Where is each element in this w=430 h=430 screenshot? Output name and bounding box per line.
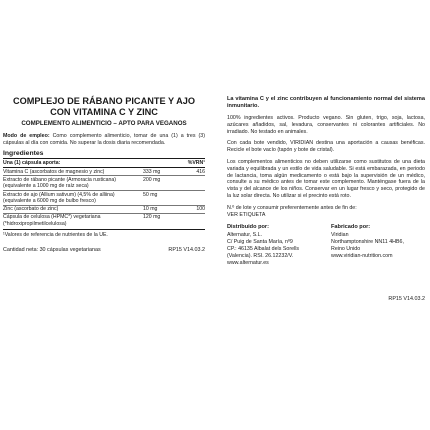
table-row — [3, 168, 205, 176]
batch-code: RP15 V14.03.2 — [388, 296, 425, 303]
company-info — [227, 224, 425, 302]
ingredients-heading: Ingredientes — [3, 150, 205, 159]
charity-statement: Con cada bote vendido, VIRIDIAN destina una aportación a causas benéficas. Recicle el bote vacío (tapón y bote de cristal). — [227, 140, 425, 154]
ingredient-nrv: 100 — [181, 205, 205, 213]
manufacturer-line: Reino Unido — [331, 245, 361, 252]
table-row — [3, 191, 205, 206]
table-row — [3, 176, 205, 191]
distributor-line: CP.: 46135 Albalat dels Sorells — [227, 245, 300, 252]
manufacturer-website: www.viridian-nutrition.com — [331, 253, 393, 260]
ingredients-statement: 100% ingredientes activos. Producto vegano. Sin gluten, trigo, soja, lactosa, azúcares añadidos, sal, levadura, conservantes ni colorantes artificiales. No irradiado. No testado en animales. — [227, 115, 425, 135]
usage-instructions — [3, 133, 205, 147]
manufacturer-line: Northamptonshire NN11 4HB6, — [331, 238, 404, 245]
table-header-row — [3, 159, 205, 168]
title-line-1: COMPLEJO DE RÁBANO PICANTE Y AJO — [12, 96, 196, 106]
ingredient-name: Extracto de ajo (Allium sativum) (4,5% de alliina) (equivalente a 6000 mg de bulbo fresco) — [3, 191, 143, 206]
left-column — [3, 96, 205, 254]
manufacturer-heading: Fabricado por: — [331, 224, 371, 231]
ingredient-amount: 200 mg — [143, 176, 181, 191]
manufacturer-block — [331, 224, 404, 260]
header-nrv: %VRN¹ — [181, 159, 205, 168]
distributor-heading: Distribuido por: — [227, 224, 269, 231]
ingredient-name: Zinc (ascorbato de zinc) — [3, 205, 143, 213]
manufacturer-line: Viridian — [331, 231, 349, 238]
nrv-footnote: ¹Valores de referencia de nutrientes de la UE. — [3, 231, 108, 238]
distributor-block — [227, 224, 299, 267]
usage-text: Como complemento alimenticio, tomar de una (1) a tres (3) cápsulas al día con comida. No superar la dosis diaria recomendada. — [3, 133, 205, 146]
product-subtitle: COMPLEMENTO ALIMENTICIO – APTO PARA VEGANOS — [21, 120, 187, 127]
right-column — [227, 96, 425, 302]
ingredient-name: Vitamina C (ascorbatos de magnesio y zinc) — [3, 168, 143, 176]
ingredient-name: Cápsula de celulosa (HPMC*) vegetariana (*hidroxipropilmetilcelulosa) — [3, 213, 143, 229]
table-row — [3, 213, 205, 229]
distributor-line: (Valencia). RSI. 26.12232/V. — [227, 253, 294, 260]
ingredient-nrv — [181, 213, 205, 229]
distributor-line: Alternatur, S.L. — [227, 231, 263, 238]
nutrition-table — [3, 159, 205, 230]
usage-label: Modo de empleo: — [3, 133, 50, 139]
ingredient-amount: 10 mg — [143, 205, 181, 213]
lot-note-text: N.º de lote y consumir preferentemente antes de fin de: — [227, 204, 357, 211]
header-serving: Una (1) cápsula aporta: — [3, 159, 143, 168]
distributor-line: C/ Puig de Santa María, nº9 — [227, 238, 293, 245]
header-amount — [143, 159, 181, 168]
ingredient-name: Extracto de rábano picante (Armoracia rusticana) (equivalente a 1000 mg de raíz seca) — [3, 176, 143, 191]
table-row — [3, 205, 205, 213]
warnings: Los complementos alimenticios no deben utilizarse como sustitutos de una dieta variada y equilibrada y un estilo de vida saludable. Si está embarazada, en periodo de lactancia, toma algún medicamento o está bajo la supervisión de un médico, consulte a su médico antes de tomar este complemento. Manténgase fuera de la vista y del alcance de los niños. Conservar en un lugar fresco y seco, protegido de la luz solar directa. No utilizar si el precinto está roto. — [227, 158, 425, 199]
title-line-2: CON VITAMINA C Y ZINC — [50, 106, 158, 117]
distributor-website: www.alternatur.es — [227, 260, 269, 267]
ingredient-nrv — [181, 176, 205, 191]
ingredient-amount: 50 mg — [143, 191, 181, 206]
lot-note — [227, 205, 425, 219]
lot-note-see-label: VER ETIQUETA — [227, 211, 266, 218]
ingredient-nrv: 416 — [181, 168, 205, 176]
quantity-row — [3, 247, 205, 254]
ingredient-nrv — [181, 191, 205, 206]
health-claim: La vitamina C y el zinc contribuyen al funcionamiento normal del sistema inmunitario. — [227, 96, 425, 109]
ingredient-amount: 333 mg — [143, 168, 181, 176]
lot-code: RP15 V14.03.2 — [168, 247, 205, 254]
product-title — [3, 96, 205, 117]
ingredient-amount: 120 mg — [143, 213, 181, 229]
net-quantity: Cantidad neta: 30 cápsulas vegetarianas — [3, 247, 101, 254]
